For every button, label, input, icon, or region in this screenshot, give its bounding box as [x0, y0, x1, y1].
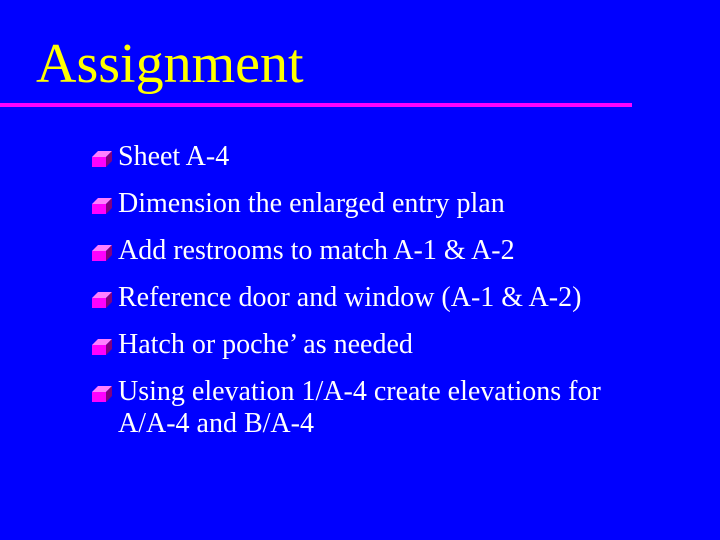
title-underline-rule [0, 103, 632, 107]
bullet-item [90, 188, 690, 220]
bullet-list [90, 141, 690, 455]
cube-bullet-icon [92, 339, 112, 355]
bullet-text: Add restrooms to match A-1 & A-2 [118, 235, 515, 266]
bullet-text: Hatch or poche’ as needed [118, 329, 413, 360]
cube-bullet-icon [92, 198, 112, 214]
bullet-item [90, 235, 690, 267]
bullet-text: Sheet A-4 [118, 141, 230, 172]
bullet-text: Dimension the enlarged entry plan [118, 188, 505, 219]
bullet-text-line: A/A-4 and B/A-4 [118, 408, 314, 439]
bullet-item [90, 141, 690, 173]
bullet-text: Reference door and window (A-1 & A-2) [118, 282, 582, 313]
bullet-item [90, 376, 690, 440]
cube-bullet-icon [92, 292, 112, 308]
bullet-text-line: Using elevation 1/A-4 create elevations for [118, 376, 601, 407]
cube-bullet-icon [92, 151, 112, 167]
cube-bullet-icon [92, 245, 112, 261]
cube-bullet-icon [92, 386, 112, 402]
slide-title: Assignment [36, 33, 304, 95]
bullet-item [90, 329, 690, 361]
bullet-item [90, 282, 690, 314]
